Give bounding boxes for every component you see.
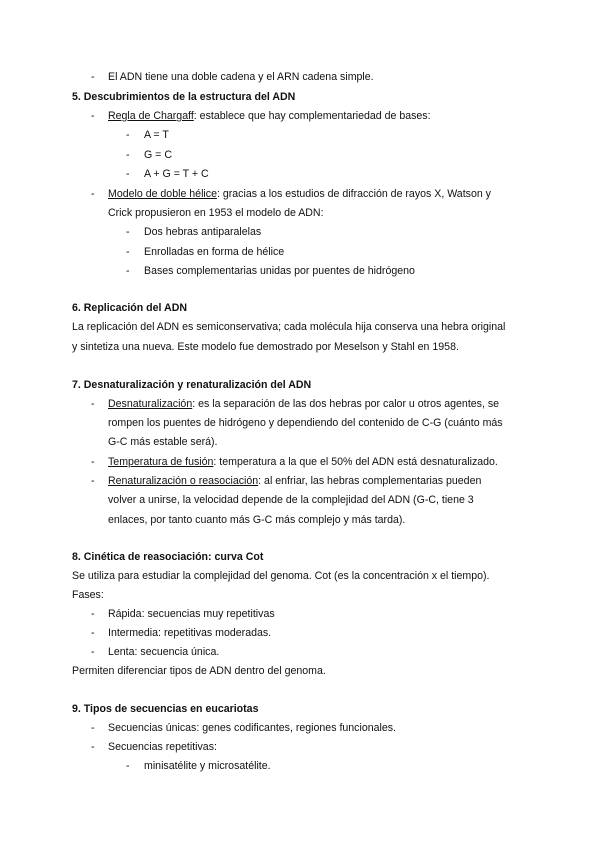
paragraph-line: y sintetiza una nueva. Este modelo fue demostrado por Meselson y Stahl en 1958.	[72, 341, 459, 353]
sub-item-text: Bases complementarias unidas por puentes de hidrógeno	[144, 265, 415, 277]
term: Renaturalización o reasociación	[108, 475, 259, 487]
paragraph-line: Fases:	[72, 589, 104, 601]
bullet-dash: -	[91, 456, 95, 468]
paragraph-line: Permiten diferenciar tipos de ADN dentro del genoma.	[72, 665, 326, 677]
definition: : es la separación de las dos hebras por calor u otros agentes, se	[192, 398, 500, 410]
sub-item-text: G = C	[144, 149, 172, 161]
section-heading: 5. Descubrimientos de la estructura del ADN	[72, 91, 296, 103]
bullet-dash: -	[91, 646, 95, 658]
bullet-dash: -	[126, 265, 130, 277]
list-item-text: Secuencias repetitivas:	[108, 741, 217, 753]
bullet-dash: -	[91, 71, 95, 83]
sub-item-text: Enrolladas en forma de hélice	[144, 246, 285, 258]
list-item-text: Rápida: secuencias muy repetitivas	[108, 608, 275, 620]
bullet-dash: -	[91, 475, 95, 487]
term: Desnaturalización	[108, 398, 193, 410]
list-item-continuation: G-C más estable será).	[108, 436, 218, 448]
definition: : gracias a los estudios de difracción de rayos X, Watson y	[216, 188, 491, 200]
list-item-text: Lenta: secuencia única.	[108, 646, 220, 658]
bullet-dash: -	[126, 149, 130, 161]
bullet-dash: -	[91, 722, 95, 734]
term: Modelo de doble hélice	[108, 188, 217, 200]
section-heading: 9. Tipos de secuencias en eucariotas	[72, 703, 259, 715]
sub-item-text: Dos hebras antiparalelas	[144, 226, 262, 238]
section-heading: 8. Cinética de reasociación: curva Cot	[72, 551, 264, 563]
sub-item-text: A = T	[144, 129, 169, 141]
section-heading: 6. Replicación del ADN	[72, 302, 187, 314]
bullet-dash: -	[126, 168, 130, 180]
list-item-continuation: rompen los puentes de hidrógeno y dependiendo del contenido de C-G (cuánto más	[108, 417, 503, 429]
term: Regla de Chargaff	[108, 110, 194, 122]
bullet-dash: -	[126, 129, 130, 141]
bullet-dash: -	[126, 226, 130, 238]
definition: : establece que hay complementariedad de bases:	[193, 110, 431, 122]
bullet-dash: -	[91, 398, 95, 410]
bullet-dash: -	[91, 608, 95, 620]
list-item-text: Intermedia: repetitivas moderadas.	[108, 627, 272, 639]
bullet-dash: -	[91, 627, 95, 639]
list-item-continuation: enlaces, por tanto cuanto más G-C más complejo y más tarda).	[108, 514, 406, 526]
sub-item-text: minisatélite y microsatélite.	[144, 760, 271, 772]
sub-item-text: A + G = T + C	[144, 168, 209, 180]
bullet-dash: -	[91, 110, 95, 122]
bullet-dash: -	[91, 741, 95, 753]
paragraph-line: Se utiliza para estudiar la complejidad del genoma. Cot (es la concentración x el tiempo).	[72, 570, 490, 582]
list-item-text: Secuencias únicas: genes codificantes, regiones funcionales.	[108, 722, 396, 734]
bullet-dash: -	[126, 760, 130, 772]
term: Temperatura de fusión	[108, 456, 214, 468]
section-heading: 7. Desnaturalización y renaturalización del ADN	[72, 379, 312, 391]
definition: : temperatura a la que el 50% del ADN está desnaturalizado.	[213, 456, 498, 468]
list-item-continuation: Crick propusieron en 1953 el modelo de ADN:	[108, 207, 324, 219]
bullet-dash: -	[91, 188, 95, 200]
list-item-text: El ADN tiene una doble cadena y el ARN cadena simple.	[108, 71, 374, 83]
list-item-continuation: volver a unirse, la velocidad depende de la complejidad del ADN (G-C, tiene 3	[108, 494, 474, 506]
bullet-dash: -	[126, 246, 130, 258]
definition: : al enfriar, las hebras complementarias pueden	[258, 475, 482, 487]
paragraph-line: La replicación del ADN es semiconservativa; cada molécula hija conserva una hebra original	[72, 321, 506, 333]
